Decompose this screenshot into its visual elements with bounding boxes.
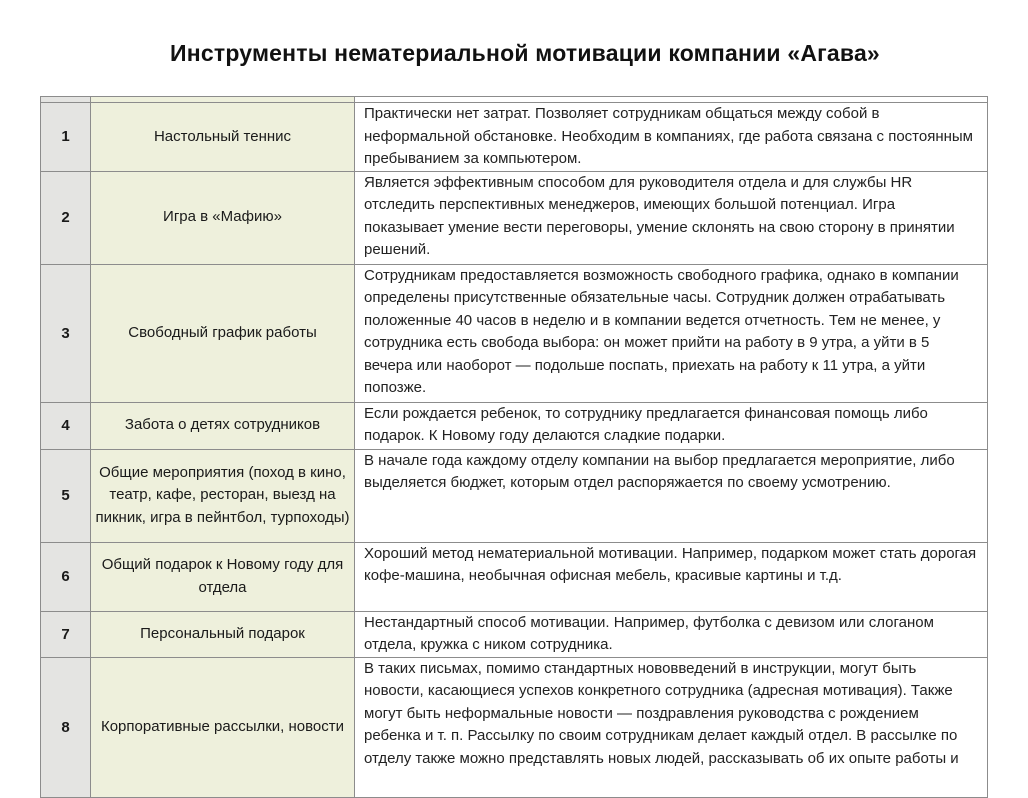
tool-description: Хороший метод нематериальной мотивации. Например, подарком может стать дорогая кофе-машина, необычная офисная мебель, красивые картины и т.д.	[355, 542, 988, 611]
table-row	[41, 449, 988, 542]
row-number: 6	[41, 542, 91, 611]
motivation-table	[40, 96, 988, 798]
table-row	[41, 611, 988, 657]
page-title: Инструменты нематериальной мотивации компании «Агава»	[170, 40, 880, 66]
tool-description: Практически нет затрат. Позволяет сотрудникам общаться между собой в неформальной обстановке. Необходим в компаниях, где работа связана с постоянным пребыванием за компьютером.	[355, 103, 988, 172]
row-number: 8	[41, 657, 91, 797]
tool-name: Персональный подарок	[91, 611, 355, 657]
tool-description: Сотрудникам предоставляется возможность свободного графика, однако в компании определены присутственные обязательные часы. Сотрудник должен отрабатывать положенные 40 часов в неделю и в компании ведется отчетность. Тем не менее, у сотрудника есть свобода выбора: он может прийти на работу в 9 утра, а уйти в 5 вечера или наоборот — подольше поспать, приехать на работу к 11 утра, а уйти попозже.	[355, 264, 988, 402]
tool-description: Если рождается ребенок, то сотруднику предлагается финансовая помощь либо подарок. К Новому году делаются сладкие подарки.	[355, 402, 988, 449]
tool-description: В начале года каждому отделу компании на выбор предлагается мероприятие, либо выделяется бюджет, которым отдел распоряжается по своему усмотрению.	[355, 449, 988, 542]
tool-name: Настольный теннис	[91, 103, 355, 172]
row-number: 1	[41, 103, 91, 172]
tool-name: Игра в «Мафию»	[91, 171, 355, 264]
table-row	[41, 264, 988, 402]
row-number: 4	[41, 402, 91, 449]
row-number: 5	[41, 449, 91, 542]
row-number: 2	[41, 171, 91, 264]
row-number: 7	[41, 611, 91, 657]
tool-description: Нестандартный способ мотивации. Например, футболка с девизом или слоганом отдела, кружка с ником сотрудника.	[355, 611, 988, 657]
table-row	[41, 542, 988, 611]
tool-description: Является эффективным способом для руководителя отдела и для службы HR отследить перспективных менеджеров, имеющих большой потенциал. Игра показывает умение вести переговоры, умение склонять на свою сторону в принятии решений.	[355, 171, 988, 264]
tool-name: Свободный график работы	[91, 264, 355, 402]
tool-name: Общие мероприятия (поход в кино, театр, кафе, ресторан, выезд на пикник, игра в пейнтбол, турпоходы)	[91, 449, 355, 542]
tool-name: Корпоративные рассылки, новости	[91, 657, 355, 797]
tool-name: Общий подарок к Новому году для отдела	[91, 542, 355, 611]
table-row	[41, 171, 988, 264]
table-row	[41, 657, 988, 797]
tool-name: Забота о детях сотрудников	[91, 402, 355, 449]
tool-description: В таких письмах, помимо стандартных нововведений в инструкции, могут быть новости, касающиеся успехов конкретного сотрудника (адресная мотивация). Также могут быть неформальные новости — поздравления руководства с рождением ребенка и т. п. Рассылку по своим сотрудникам делает каждый отдел. В рассылке по отделу также можно представлять новых людей, рассказывать об их опыте работы и	[355, 657, 988, 797]
table-row	[41, 402, 988, 449]
row-number: 3	[41, 264, 91, 402]
table-row	[41, 103, 988, 172]
